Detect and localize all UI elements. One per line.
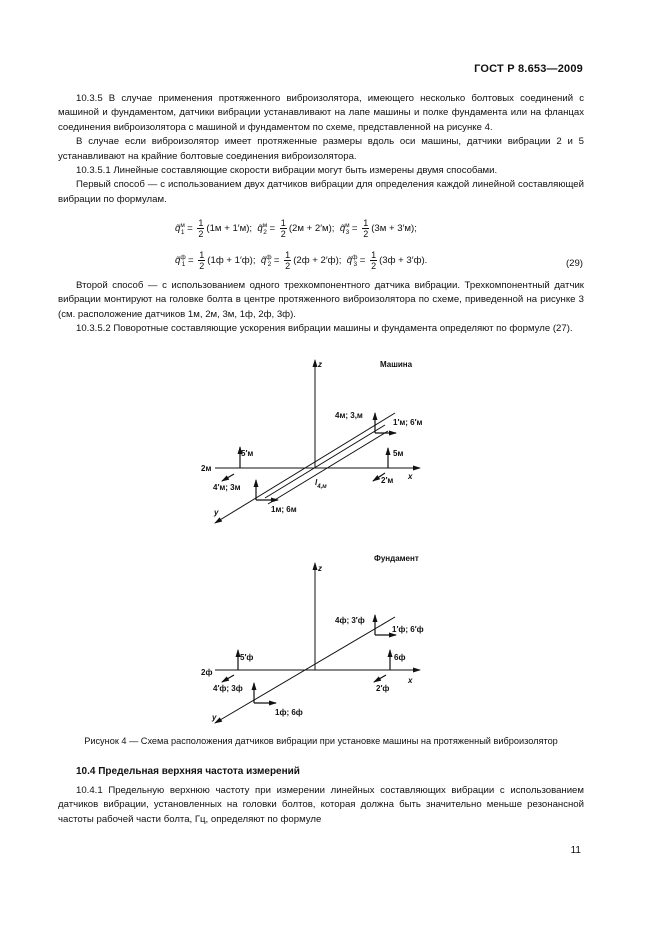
formula-term: (1ф + 1′ф); [207,255,256,267]
fraction-half [198,250,205,271]
sensor-label: 2′ф [376,684,390,693]
formula-row-machine [175,218,417,239]
foundation-title: Фундамент [374,554,419,563]
equals-sign: = [187,223,193,235]
sensor-label: 5′ф [240,653,254,662]
sensor-label: 5′м [241,449,254,458]
formula-row-foundation [175,250,427,271]
fraction-half [197,218,204,239]
equals-sign: = [269,223,276,235]
axis-label-x: x [408,676,413,685]
sensor-label: 1м; 6м [271,505,297,514]
q-symbol: q̃ [175,223,181,235]
paragraph: Первый способ — с использованием двух датчиков вибрации для определения каждой линейной составляющей вибрации по формулам. [58,179,584,205]
formula-term: (2м + 2′м); [288,223,335,235]
q-symbol: q̃ [175,255,181,267]
standard-header: ГОСТ Р 8.653—2009 [474,63,583,75]
subscript: 2 [263,228,267,236]
paragraph: 10.3.5.1 Линейные составляющие скорости вибрации могут быть измерены двумя способами. [76,165,498,177]
equals-sign: = [359,255,366,267]
subscript: 3 [345,228,350,236]
foundation-diagram [201,554,424,723]
length-symbol: l [315,478,318,487]
fraction-half [370,250,377,271]
denominator: 2 [199,261,205,271]
subscript: 3 [353,260,358,268]
denominator: 2 [371,261,377,271]
figure-4-diagram [0,345,661,725]
paragraph: 10.3.5.2 Поворотные составляющие ускорения вибрации машины и фундамента определяют по формуле (27). [76,323,573,335]
denominator: 2 [363,229,369,239]
paragraph: В случае если виброизолятор имеет протяженные размеры вдоль оси машины, датчики вибрации 2 и 5 устанавливают на крайние болтовые соединения виброизолятора. [58,136,584,162]
numerator: 1 [199,250,205,260]
paragraph: 10.3.5 В случае применения протяженного виброизолятора, имеющего несколько болтовых соединений с машиной и фундаментом, датчики вибрации устанавливают на лапе машины и полке фундамента или на фланцах соединения виброизолятора с машиной и фундаментом по схеме, представленной на рисунке 4. [58,93,584,133]
numerator: 1 [363,218,369,228]
formula-term: (3ф + 3′ф). [379,255,428,267]
numerator: 1 [285,250,291,260]
sensor-label: 1′ф; 6′ф [392,625,424,634]
axis-label-z: z [318,360,322,369]
superscript: ф [266,253,272,261]
machine-title: Машина [380,360,413,369]
numerator: 1 [280,218,286,228]
subscript: 1 [181,260,186,268]
paragraph: Второй способ — с использованием одного трехкомпонентного датчика вибрации. Трехкомпонентный датчик вибрации монтируют на головке болта в центре протяженного виброизолятора по схеме, приведенной на рисунке 3 (см. расположение датчиков 1м, 2м, 3м, 1ф, 2ф, 3ф). [58,280,584,320]
sensor-label: 5м [393,449,404,458]
denominator: 2 [198,229,204,239]
superscript: м [262,221,268,229]
q-symbol: q̃ [346,255,353,267]
length-subscript: 4,м [317,484,327,490]
equation-number: (29) [565,258,583,269]
axis-label-z: z [318,564,322,573]
sensor-arrow [374,675,386,682]
page-number: 11 [570,845,581,856]
subscript: 1 [180,228,185,236]
sensor-label: 4′м; 3м [213,483,241,492]
sensor-label: 2м [201,464,212,473]
axis-label-y: y [212,713,217,722]
axis-label-y: y [214,508,219,517]
body-text-top [58,92,584,207]
fraction-half [284,250,291,271]
superscript: ф [180,253,186,261]
sensor-label: 1ф; 6ф [275,708,303,717]
q-symbol: q̃ [339,223,346,235]
fraction-half [362,218,369,239]
numerator: 1 [198,218,204,228]
length-label [315,478,327,490]
equals-sign: = [351,223,358,235]
sensor-arrow [222,474,234,481]
formula-term: (1м + 1′м); [206,223,253,235]
paragraph: 10.4.1 Предельную верхнюю частоту при измерении линейных составляющих вибрации с использованием датчиков вибрации, установленных на головки болтов, которая должна быть значительно меньше резонансной частоты рабочей части болта, Гц, определяют по формуле [58,785,584,825]
q-symbol: q̃ [257,223,263,235]
axis-label-x: x [408,472,413,481]
superscript: м [345,221,350,229]
machine-diagram [201,360,423,523]
denominator: 2 [280,229,286,239]
formula-term: (2ф + 2′ф); [293,255,342,267]
sensor-label: 6ф [394,653,406,662]
body-text-middle [58,279,584,337]
sensor-label: 4м; 3,м [335,411,363,420]
fraction-half [280,218,287,239]
equals-sign: = [188,255,194,267]
formula-term: (3м + 3′м); [371,223,417,235]
sensor-label: 2′м [381,476,394,485]
superscript: м [180,221,185,229]
sensor-label: 4′ф; 3ф [213,684,243,693]
superscript: ф [352,253,358,261]
sensor-label: 1′м; 6′м [393,418,423,427]
equals-sign: = [273,255,280,267]
denominator: 2 [285,261,291,271]
sensor-arrow [222,675,234,682]
section-title: 10.4 Предельная верхняя частота измерений [76,766,300,777]
body-text-bottom [58,784,584,827]
numerator: 1 [371,250,377,260]
subscript: 2 [267,260,272,268]
q-symbol: q̃ [260,255,267,267]
sensor-label: 4ф; 3′ф [335,616,365,625]
sensor-label: 2ф [201,668,213,677]
figure-caption: Рисунок 4 — Схема расположения датчиков вибрации при установке машины на протяженный виброизолятор [84,736,558,746]
